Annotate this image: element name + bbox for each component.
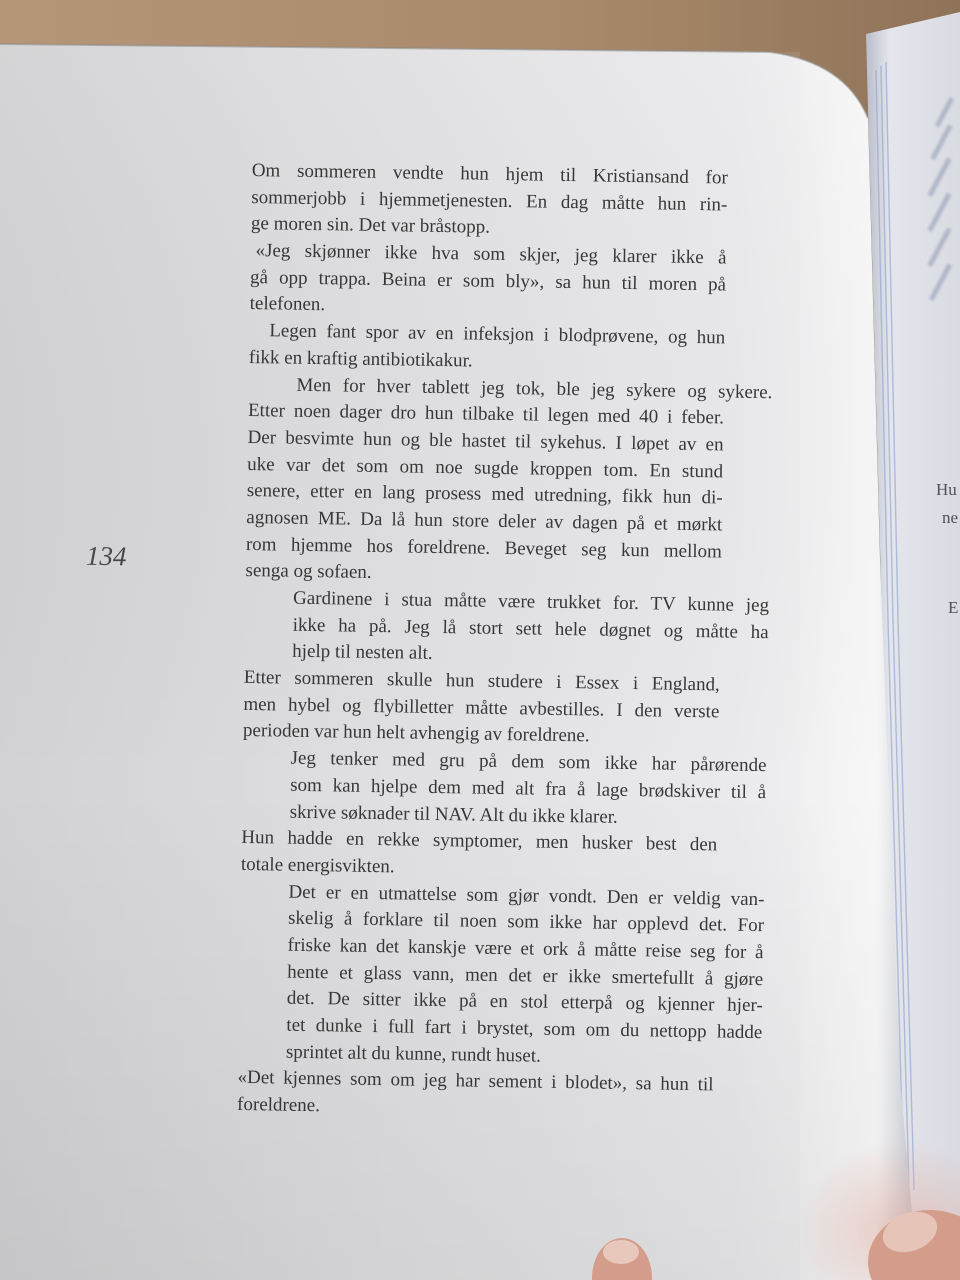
text-line: rom hjemme hos foreldrene. Beveget seg kun mellom [245,533,723,563]
quote-line: Jeg tenker med gru på dem som ikke har pårørende [290,747,767,777]
text-line: uke var det som om noe sugde kroppen tom. En stund [247,453,724,483]
text-line: men hybel og flybilletter måtte avbestilles. I den verste [243,693,720,723]
body-paragraph [245,398,772,593]
right-page-fragment: Hu [936,480,957,499]
page-body-text [237,158,776,1127]
right-page-fragment: ne [942,508,959,527]
text-line: Hun hadde en rekke symptomer, men husker best den [241,827,718,856]
text-line: senere, etter en lang prosess med utredning, fikk hun di- [246,480,723,509]
body-paragraph [249,318,774,380]
block-quote [242,745,767,833]
text-line: perioden var hun helt avhengig av foreldrene. [242,720,590,747]
quote-line: tet dunke i full fart i brystet, som om du nettopp hadde [286,1014,763,1044]
text-line: Legen fant spor av en infeksjon i blodprøvene, og hun [269,320,726,349]
block-quote [244,585,769,673]
body-paragraph [241,825,766,887]
text-line: ge moren sin. Det var bråstopp. [250,213,491,239]
text-line: sommerjobb i hjemmetjenesten. En dag måtte hun rin- [251,186,728,216]
body-paragraph [251,158,776,246]
text-line: Om sommeren vendte hun hjem til Kristiansand for [251,159,728,189]
page-number: 134 [85,540,127,572]
quote-line: Det er en utmattelse som gjør vondt. Den er veldig van- [288,881,765,910]
quote-line: skelig å forklare til noen som ikke har opplevd det. For [287,907,765,937]
body-paragraph [237,1065,762,1127]
text-line: telefonen. [249,293,326,316]
right-page-text-fragments [930,470,960,630]
quote-line: sprintet alt du kunne, rundt huset. [285,1041,541,1067]
text-line: totale energisvikten. [240,853,395,878]
quote-line: ikke ha på. Jeg lå stort sett hele døgnet og måtte ha [292,614,769,643]
text-line: «Det kjennes som om jeg har sement i blodet», sa hun til [237,1067,714,1096]
right-page-fragment: E [948,598,959,617]
finger-nail [603,1240,639,1264]
quote-line: skrive søknader til NAV. Alt du ikke klarer. [289,801,618,828]
quote-line: Gardinene i stua måtte være trukket for. TV kunne jeg [292,587,770,617]
quote-line: Men for hver tablett jeg tok, ble jeg sykere og sykere. [296,374,773,403]
text-line: foreldrene. [236,1093,321,1117]
text-line: «Jeg skjønner ikke hva som skjer, jeg klarer ikke å [255,240,727,269]
text-line: Etter noen dager dro hun tilbake til legen med 40 i feber. [247,400,725,429]
text-line: senga og sofaen. [245,560,372,584]
quote-line: hente et glass vann, men det er ikke smertefullt å gjøre [287,961,764,990]
quote-line: som kan hjelpe dem med alt fra å lage brødskiver til å [289,774,767,803]
text-line: agnosen ME. Da lå hun store deler av dagen på et mørkt [246,506,723,536]
text-line: Etter sommeren skulle hun studere i Essex i England, [243,666,720,696]
body-paragraph [243,665,768,753]
body-paragraph [249,238,774,326]
block-quote [238,878,765,1073]
text-line: fikk en kraftig antibiotikakur. [248,346,473,372]
quote-line: det. De sitter ikke på en stol etterpå og kjenner hjer- [286,987,763,1017]
text-line: gå opp trappa. Beina er som bly», sa hun til moren på [249,266,727,296]
text-line: Der besvimte hun og ble hastet til sykehus. I løpet av en [247,426,724,456]
quote-line: friske kan det kanskje være et ork å måtte reise seg for å [287,934,764,964]
quote-line: hjelp til nesten alt. [292,641,433,665]
